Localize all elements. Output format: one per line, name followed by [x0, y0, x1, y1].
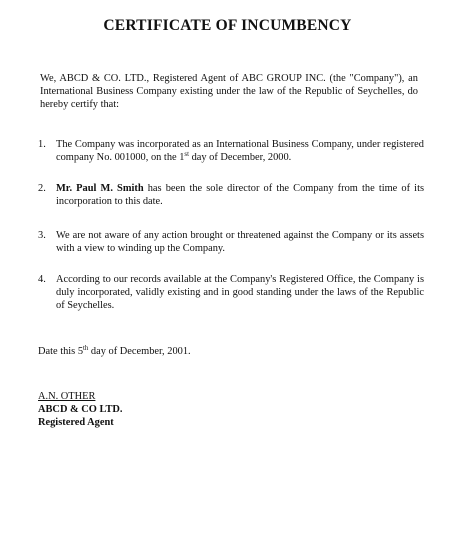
document-title: CERTIFICATE OF INCUMBENCY [103, 17, 352, 34]
certification-item-1 [38, 138, 424, 164]
signatory-company: ABCD & CO LTD. [38, 404, 123, 416]
item-text: We are not aware of any action brought or threatened against the Company or its assets with a view to winding up the Company. [56, 230, 424, 255]
item-number: 2. [38, 183, 46, 194]
certification-item-2 [38, 182, 424, 208]
item-text [56, 138, 424, 164]
ordinal-suffix: st [184, 151, 189, 159]
signatory-role: Registered Agent [38, 417, 114, 429]
item-text [56, 182, 424, 208]
certification-item-3 [38, 229, 424, 255]
item-text-rest: has been the sole director of the Company from the time of its incorporation to this date. [56, 183, 425, 208]
director-name: Mr. Paul M. Smith [56, 183, 144, 194]
item-text: According to our records available at the Company's Registered Office, the Company is duly incorporated, validly existing and in good standing under the laws of the Republic of Seychelles. [56, 274, 424, 312]
date-after: day of December, 2001. [88, 346, 191, 357]
intro-paragraph: We, ABCD & CO. LTD., Registered Agent of ABC GROUP INC. (the "Company"), an International Business Company existing under the law of the Republic of Seychelles, do hereby certify that: [40, 73, 418, 111]
date-line [38, 345, 191, 358]
signature-block [38, 390, 122, 430]
item-text-before: The Company was incorporated as an International Business Company, under registered company No. 001000, on the 1 [56, 139, 424, 164]
signatory-name: A.N. OTHER [38, 391, 96, 402]
item-number: 3. [38, 230, 46, 241]
certification-item-4 [38, 273, 424, 313]
item-number: 4. [38, 274, 46, 285]
date-ordinal-suffix: th [83, 345, 89, 352]
item-text-after: day of December, 2000. [188, 152, 292, 164]
date-before: Date this 5 [38, 346, 84, 357]
item-number: 1. [38, 139, 46, 150]
